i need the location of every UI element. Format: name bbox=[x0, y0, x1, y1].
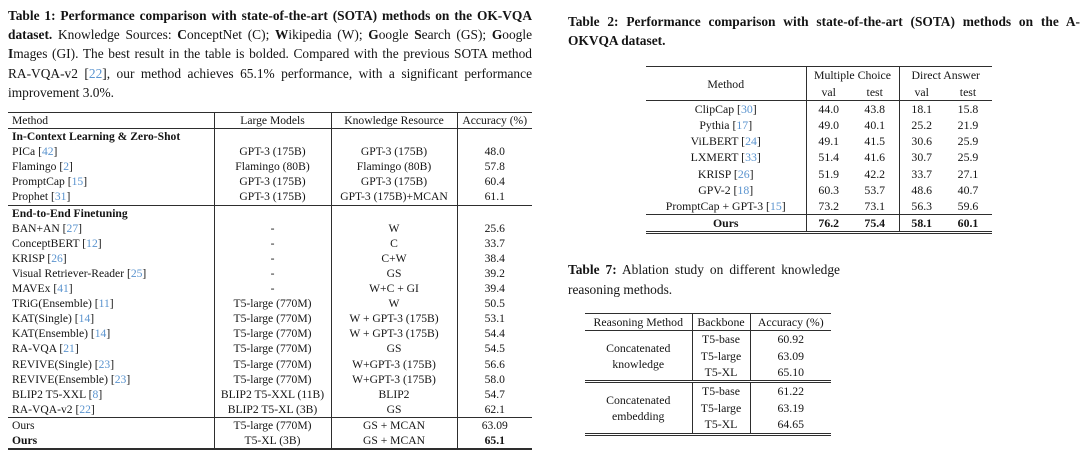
citation-link[interactable]: 14 bbox=[94, 327, 107, 341]
value-cell: 43.8 bbox=[864, 101, 886, 116]
header-row bbox=[8, 113, 532, 129]
value-cell: 30.7 bbox=[899, 149, 944, 165]
caption-text: Ablation study on different knowledge reasoning methods. bbox=[568, 262, 840, 297]
accuracy-cell: 65.10 bbox=[750, 364, 831, 382]
method-cell: RA-VQA-v2 [22] bbox=[12, 402, 95, 416]
knowledge-resource-cell: Flamingo (80B) bbox=[331, 159, 457, 174]
value-cell: 33.7 bbox=[899, 166, 944, 182]
value-cell: 18.1 bbox=[899, 100, 944, 117]
table2-header bbox=[646, 67, 992, 100]
table-row bbox=[8, 174, 532, 189]
table2-caption bbox=[568, 12, 1080, 50]
method-cell: KRISP [26] bbox=[12, 251, 67, 265]
caption-text: oogle bbox=[502, 27, 533, 43]
large-models-cell: GPT-3 (175B) bbox=[214, 174, 331, 189]
table-row bbox=[8, 326, 532, 341]
backbone-cell: T5-large bbox=[692, 348, 750, 364]
backbone-cell: T5-XL bbox=[692, 416, 750, 434]
value-cell: 73.1 bbox=[864, 199, 886, 214]
table-row bbox=[646, 100, 992, 117]
knowledge-resource-cell: C bbox=[331, 236, 457, 251]
sub-column-header: test bbox=[944, 84, 992, 101]
method-name: Pythia bbox=[699, 118, 730, 133]
accuracy-cell: 39.2 bbox=[457, 266, 532, 281]
reasoning-method-cell: Concatenated knowledge bbox=[606, 340, 671, 371]
method-name: Ours bbox=[12, 433, 38, 447]
value-cell: 75.4 bbox=[851, 215, 899, 233]
table-row bbox=[8, 372, 532, 387]
knowledge-resource-cell: W+GPT-3 (175B) bbox=[331, 357, 457, 372]
knowledge-resource-cell: GS bbox=[331, 266, 457, 281]
caption-text: W bbox=[275, 27, 289, 43]
citation-link[interactable]: 2 bbox=[63, 160, 70, 174]
method-name: RA-VQA bbox=[12, 342, 57, 356]
accuracy-cell: 61.1 bbox=[457, 189, 532, 205]
table-row bbox=[8, 341, 532, 356]
citation-link[interactable]: 12 bbox=[86, 236, 98, 250]
backbone-cell: T5-XL bbox=[692, 364, 750, 382]
large-models-cell: - bbox=[214, 221, 331, 236]
value-cell: 41.6 bbox=[864, 150, 886, 165]
citation-link[interactable]: 8 bbox=[92, 387, 99, 401]
value-cell: 40.7 bbox=[957, 182, 979, 197]
method-name: LXMERT bbox=[690, 150, 739, 165]
citation-link[interactable]: 14 bbox=[78, 312, 91, 326]
column-header: Knowledge Resource bbox=[331, 113, 457, 129]
accuracy-cell: 63.09 bbox=[457, 417, 532, 433]
method-cell: ConceptBERT [12] bbox=[12, 236, 102, 250]
value-cell: 49.0 bbox=[806, 117, 851, 133]
method-cell bbox=[8, 433, 214, 449]
empty-cell bbox=[457, 129, 532, 145]
caption-text: ikipedia (W); bbox=[288, 27, 369, 43]
large-models-cell: GPT-3 (175B) bbox=[214, 144, 331, 159]
backbone-cell: T5-base bbox=[692, 382, 750, 400]
accuracy-cell: 25.6 bbox=[457, 221, 532, 236]
accuracy-cell: 60.92 bbox=[750, 331, 831, 348]
method-name: REVIVE(Ensemble) bbox=[12, 372, 108, 386]
method-cell: ViLBERT [24] bbox=[690, 134, 761, 149]
column-header: Backbone bbox=[692, 313, 750, 330]
value-cell: 51.9 bbox=[806, 166, 851, 182]
table-row bbox=[8, 266, 532, 281]
method-name: ConceptBERT bbox=[12, 236, 80, 250]
value-cell: 59.6 bbox=[957, 199, 979, 214]
method-name: Visual Retriever-Reader bbox=[12, 266, 125, 280]
large-models-cell: BLIP2 T5-XL (3B) bbox=[214, 402, 331, 418]
large-models-cell: - bbox=[214, 251, 331, 266]
value-cell: 51.4 bbox=[806, 149, 851, 165]
table-row bbox=[8, 251, 532, 266]
empty-cell bbox=[214, 205, 331, 221]
citation-link[interactable]: 22 bbox=[88, 65, 103, 81]
method-cell: REVIVE(Single) [23] bbox=[12, 357, 115, 371]
large-models-cell: T5-large (770M) bbox=[214, 326, 331, 341]
value-cell: 53.7 bbox=[864, 182, 886, 197]
empty-cell bbox=[331, 205, 457, 221]
accuracy-cell: 53.1 bbox=[457, 311, 532, 326]
column-group-header: Direct Answer bbox=[899, 67, 992, 84]
empty-cell bbox=[457, 205, 532, 221]
right-column bbox=[568, 12, 1080, 436]
large-models-cell: T5-large (770M) bbox=[214, 341, 331, 356]
knowledge-resource-cell: GS bbox=[331, 402, 457, 418]
caption-text: Table 2: Performance comparison with state-of-the-art (SOTA) methods on the A-OKVQA dataset. bbox=[568, 14, 1080, 49]
large-models-cell: T5-large (770M) bbox=[214, 357, 331, 372]
method-name: KAT(Ensemble) bbox=[12, 327, 88, 341]
accuracy-cell: 33.7 bbox=[457, 236, 532, 251]
method-cell: BLIP2 T5-XXL [8] bbox=[12, 387, 103, 401]
citation-link[interactable]: 31 bbox=[54, 190, 67, 204]
knowledge-resource-cell: GPT-3 (175B)+MCAN bbox=[331, 189, 457, 205]
citation-link[interactable]: 24 bbox=[745, 134, 757, 149]
table1-header bbox=[8, 113, 532, 129]
method-name: Flamingo bbox=[12, 160, 57, 174]
accuracy-cell: 54.5 bbox=[457, 341, 532, 356]
method-cell bbox=[8, 417, 214, 433]
knowledge-resource-cell: BLIP2 bbox=[331, 387, 457, 402]
knowledge-resource-cell: W bbox=[331, 221, 457, 236]
accuracy-cell: 54.4 bbox=[457, 326, 532, 341]
sub-column-header: val bbox=[899, 84, 944, 101]
accuracy-cell: 54.7 bbox=[457, 387, 532, 402]
backbone-cell: T5-large bbox=[692, 400, 750, 416]
method-name: TRiG(Ensemble) bbox=[12, 297, 92, 311]
caption-text: onceptNet (C); bbox=[186, 27, 276, 43]
citation-link[interactable]: 22 bbox=[79, 402, 91, 416]
method-cell: Pythia [17] bbox=[699, 118, 753, 133]
method-cell: KRISP [26] bbox=[697, 166, 754, 181]
large-models-cell: - bbox=[214, 236, 331, 251]
table-row bbox=[646, 133, 992, 149]
value-cell: 44.0 bbox=[806, 100, 851, 117]
table-row bbox=[8, 402, 532, 418]
citation-link[interactable]: 41 bbox=[57, 282, 69, 296]
table-row bbox=[8, 433, 532, 449]
accuracy-cell: 57.8 bbox=[457, 159, 532, 174]
large-models-cell: T5-large (770M) bbox=[214, 372, 331, 387]
large-models-cell: Flamingo (80B) bbox=[214, 159, 331, 174]
method-cell: PromptCap [15] bbox=[12, 175, 88, 189]
value-cell: 60.3 bbox=[806, 182, 851, 198]
accuracy-cell: 60.4 bbox=[457, 174, 532, 189]
large-models-cell: T5-large (770M) bbox=[214, 417, 331, 433]
value-cell: 40.1 bbox=[864, 118, 886, 133]
value-cell: 25.2 bbox=[899, 117, 944, 133]
large-models-cell: - bbox=[214, 281, 331, 296]
citation-link[interactable]: 33 bbox=[745, 150, 757, 165]
method-cell: LXMERT [33] bbox=[690, 150, 761, 165]
method-cell: Flamingo [2] bbox=[12, 160, 73, 174]
caption-text: G bbox=[368, 27, 379, 43]
method-name: ViLBERT bbox=[690, 134, 739, 149]
method-cell: GPV-2 [18] bbox=[698, 182, 754, 197]
method-cell: Prophet [31] bbox=[12, 190, 71, 204]
method-name: Ours bbox=[12, 418, 35, 432]
method-cell: RA-VQA [21] bbox=[12, 342, 79, 356]
knowledge-resource-cell: W + GPT-3 (175B) bbox=[331, 311, 457, 326]
value-cell: 56.3 bbox=[899, 198, 944, 215]
large-models-cell: - bbox=[214, 266, 331, 281]
left-column bbox=[8, 6, 532, 450]
citation-link[interactable]: 23 bbox=[98, 357, 111, 371]
citation-link[interactable]: 25 bbox=[130, 266, 143, 280]
caption-text: I bbox=[8, 46, 14, 62]
citation-link[interactable]: 26 bbox=[51, 251, 63, 265]
method-name: KAT(Single) bbox=[12, 312, 72, 326]
value-cell: 30.6 bbox=[899, 133, 944, 149]
value-cell: 60.1 bbox=[944, 215, 992, 233]
citation-link[interactable]: 21 bbox=[63, 342, 75, 356]
table-row bbox=[646, 182, 992, 198]
column-header: Method bbox=[8, 113, 214, 129]
table7-caption bbox=[568, 260, 840, 298]
knowledge-resource-cell: GS + MCAN bbox=[331, 417, 457, 433]
sub-column-header: val bbox=[806, 84, 851, 101]
section-header-row bbox=[8, 129, 532, 145]
reasoning-method-cell: Concatenated embedding bbox=[585, 382, 692, 434]
table-row bbox=[585, 331, 831, 348]
method-cell: PICa [42] bbox=[12, 145, 58, 159]
column-header: Method bbox=[646, 67, 806, 100]
method-cell: KAT(Ensemble) [14] bbox=[12, 327, 111, 341]
large-models-cell: T5-large (770M) bbox=[214, 296, 331, 311]
table-row bbox=[8, 236, 532, 251]
method-cell: PromptCap + GPT-3 [15] bbox=[665, 199, 786, 214]
accuracy-cell: 39.4 bbox=[457, 281, 532, 296]
table-row bbox=[8, 221, 532, 236]
method-name: BAN+AN bbox=[12, 221, 60, 235]
header-row bbox=[585, 313, 831, 330]
backbone-cell: T5-base bbox=[692, 331, 750, 348]
citation-link[interactable]: 42 bbox=[41, 145, 54, 159]
caption-text: ], our method achieves 65.1% performance, with a significant performance improvement 3.0%. bbox=[8, 65, 533, 100]
method-cell: ClipCap [30] bbox=[694, 101, 757, 116]
value-cell: 49.1 bbox=[806, 133, 851, 149]
accuracy-cell: 65.1 bbox=[457, 433, 532, 449]
caption-text: oogle bbox=[378, 27, 415, 43]
table-row bbox=[646, 117, 992, 133]
knowledge-resource-cell: W+C + GI bbox=[331, 281, 457, 296]
method-cell: Visual Retriever-Reader [25] bbox=[12, 266, 147, 280]
citation-link[interactable]: 27 bbox=[66, 221, 79, 235]
table1-performance-okvqa bbox=[8, 112, 532, 450]
knowledge-resource-cell: GPT-3 (175B) bbox=[331, 144, 457, 159]
empty-cell bbox=[214, 129, 331, 145]
value-cell: 58.1 bbox=[899, 215, 944, 233]
citation-link[interactable]: 18 bbox=[737, 182, 750, 197]
column-group-header: Multiple Choice bbox=[806, 67, 899, 84]
value-cell: 41.5 bbox=[864, 134, 886, 149]
table2-performance-aokvqa bbox=[646, 66, 992, 234]
method-name: PromptCap bbox=[12, 175, 65, 189]
knowledge-resource-cell: GPT-3 (175B) bbox=[331, 174, 457, 189]
value-cell: 48.6 bbox=[899, 182, 944, 198]
knowledge-resource-cell: W + GPT-3 (175B) bbox=[331, 326, 457, 341]
accuracy-cell: 48.0 bbox=[457, 144, 532, 159]
table-row bbox=[646, 215, 992, 233]
value-cell: 21.9 bbox=[957, 118, 979, 133]
knowledge-resource-cell: GS + MCAN bbox=[331, 433, 457, 449]
method-name: Prophet bbox=[12, 190, 49, 204]
value-cell: 42.2 bbox=[864, 166, 886, 181]
table-row bbox=[8, 311, 532, 326]
value-cell: 25.9 bbox=[957, 134, 979, 149]
method-cell: TRiG(Ensemble) [11] bbox=[12, 297, 114, 311]
knowledge-resource-cell: W+GPT-3 (175B) bbox=[331, 372, 457, 387]
column-header: Reasoning Method bbox=[585, 313, 692, 330]
knowledge-resource-cell: W bbox=[331, 296, 457, 311]
method-name: GPV-2 bbox=[698, 182, 731, 197]
table-row bbox=[8, 281, 532, 296]
method-name: Ours bbox=[712, 216, 739, 231]
accuracy-cell: 38.4 bbox=[457, 251, 532, 266]
citation-link[interactable]: 23 bbox=[114, 372, 127, 386]
caption-text: Table 1: Performance comparison with state-of-the-art (SOTA) methods on the OK-VQA dataset. bbox=[8, 8, 532, 43]
accuracy-cell: 58.0 bbox=[457, 372, 532, 387]
table-row bbox=[646, 198, 992, 215]
caption-text: Table 7: bbox=[568, 262, 617, 278]
method-name: KRISP bbox=[12, 251, 45, 265]
table-row bbox=[585, 382, 831, 400]
table7-header bbox=[585, 313, 831, 330]
method-name: PICa bbox=[12, 145, 36, 159]
method-cell bbox=[646, 215, 806, 233]
section-title: End-to-End Finetuning bbox=[8, 205, 214, 221]
citation-link[interactable]: 15 bbox=[71, 175, 84, 189]
table-row bbox=[8, 296, 532, 311]
caption-text: Knowledge Sources: bbox=[52, 27, 178, 43]
method-name: BLIP2 T5-XXL bbox=[12, 387, 86, 401]
knowledge-resource-cell: GS bbox=[331, 341, 457, 356]
caption-text: mages (GI). bbox=[13, 46, 83, 62]
table7-ablation bbox=[585, 313, 831, 436]
caption-text: The best result in the table is bolded. Compared with the previous SOTA method RA-VQA-v2 [ bbox=[8, 46, 533, 81]
table-row bbox=[8, 144, 532, 159]
section-title: In-Context Learning & Zero-Shot bbox=[12, 130, 181, 144]
citation-link[interactable]: 15 bbox=[769, 199, 782, 214]
value-cell: 76.2 bbox=[806, 215, 851, 233]
method-cell: BAN+AN [27] bbox=[12, 221, 82, 235]
table-row bbox=[646, 149, 992, 165]
method-cell: KAT(Single) [14] bbox=[12, 312, 95, 326]
large-models-cell: T5-XL (3B) bbox=[214, 433, 331, 449]
large-models-cell: T5-large (770M) bbox=[214, 311, 331, 326]
column-header: Large Models bbox=[214, 113, 331, 129]
caption-text: earch (GS); bbox=[421, 27, 492, 43]
sub-column-header: test bbox=[851, 84, 899, 101]
column-header: Accuracy (%) bbox=[750, 313, 831, 330]
method-name: MAVEx bbox=[12, 282, 51, 296]
section-header-row bbox=[8, 205, 532, 221]
accuracy-cell: 63.09 bbox=[750, 348, 831, 364]
method-name: ClipCap bbox=[694, 101, 735, 116]
citation-link[interactable]: 30 bbox=[740, 101, 753, 116]
method-name: REVIVE(Single) bbox=[12, 357, 92, 371]
value-cell: 73.2 bbox=[806, 198, 851, 215]
method-name: KRISP bbox=[697, 166, 731, 181]
table-row bbox=[646, 166, 992, 182]
table-row bbox=[8, 417, 532, 433]
accuracy-cell: 56.6 bbox=[457, 357, 532, 372]
value-cell: 15.8 bbox=[957, 101, 979, 116]
table1-caption bbox=[8, 6, 532, 102]
table-row bbox=[8, 159, 532, 174]
empty-cell bbox=[331, 129, 457, 145]
caption-text: C bbox=[177, 27, 187, 43]
citation-link[interactable]: 11 bbox=[98, 297, 110, 311]
value-cell: 25.9 bbox=[957, 150, 979, 165]
method-cell: MAVEx [41] bbox=[12, 282, 73, 296]
accuracy-cell: 61.22 bbox=[750, 382, 831, 400]
caption-text: G bbox=[491, 27, 503, 43]
value-cell: 27.1 bbox=[957, 166, 979, 181]
header-row bbox=[646, 67, 992, 84]
large-models-cell: GPT-3 (175B) bbox=[214, 189, 331, 205]
large-models-cell: BLIP2 T5-XXL (11B) bbox=[214, 387, 331, 402]
accuracy-cell: 63.19 bbox=[750, 400, 831, 416]
accuracy-cell: 50.5 bbox=[457, 296, 532, 311]
method-name: RA-VQA-v2 bbox=[12, 402, 73, 416]
citation-link[interactable]: 17 bbox=[736, 118, 749, 133]
table-row bbox=[8, 387, 532, 402]
method-name: PromptCap + GPT-3 bbox=[665, 199, 764, 214]
method-cell: REVIVE(Ensemble) [23] bbox=[12, 372, 131, 386]
accuracy-cell: 64.65 bbox=[750, 416, 831, 434]
citation-link[interactable]: 26 bbox=[737, 166, 750, 181]
knowledge-resource-cell: C+W bbox=[331, 251, 457, 266]
table-row bbox=[8, 189, 532, 205]
table-row bbox=[8, 357, 532, 372]
column-header: Accuracy (%) bbox=[457, 113, 532, 129]
caption-text: S bbox=[414, 27, 422, 43]
accuracy-cell: 62.1 bbox=[457, 402, 532, 418]
